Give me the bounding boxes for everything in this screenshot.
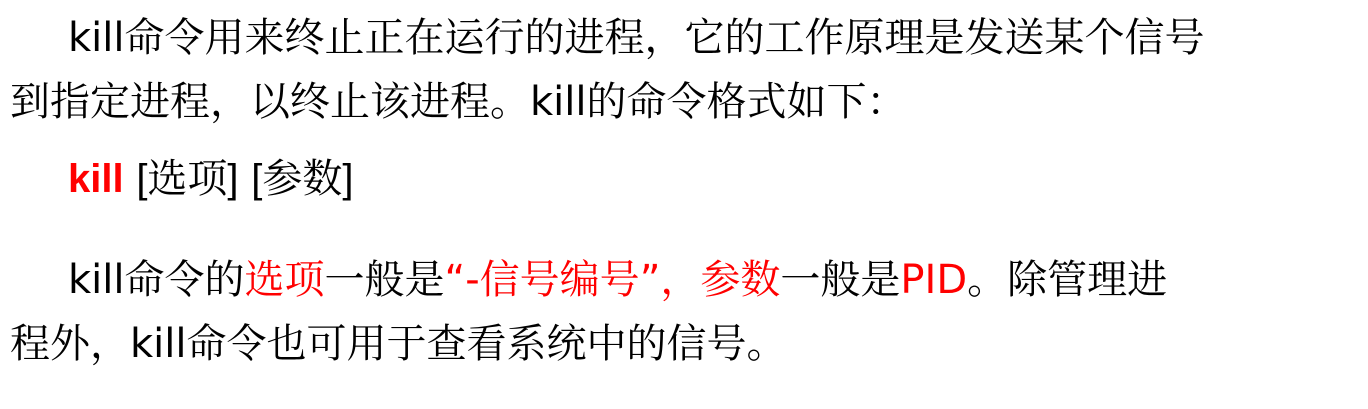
text-segment: 一般是 <box>324 257 445 303</box>
paragraph-intro <box>10 6 1205 134</box>
syntax-option: [选项] <box>136 157 239 201</box>
close-quote: ”， <box>639 257 701 303</box>
open-quote: “ <box>444 257 466 303</box>
paragraph-options-line-1 <box>10 248 1167 312</box>
paragraph-options <box>10 248 1167 376</box>
highlight-option: 选项 <box>244 257 325 303</box>
text-segment: kill命令的 <box>68 257 245 303</box>
paragraph-intro-line-1: kill命令用来终止正在运行的进程，它的工作原理是发送某个信号 <box>68 15 1205 61</box>
text-segment: 一般是 <box>780 257 901 303</box>
paragraph-options-line-2: 程外，kill命令也可用于查看系统中的信号。 <box>10 321 787 367</box>
highlight-argument: 参数 <box>700 257 781 303</box>
syntax-argument: [参数] <box>251 157 354 201</box>
highlight-pid: PID <box>900 257 968 303</box>
highlight-signal-number: -信号编号 <box>465 257 640 303</box>
syntax-command: kill <box>68 157 124 201</box>
paragraph-intro-line-2: 到指定进程，以终止该进程。kill的命令格式如下： <box>10 79 907 125</box>
command-syntax <box>68 147 354 211</box>
text-segment: 。除管理进 <box>967 257 1168 303</box>
